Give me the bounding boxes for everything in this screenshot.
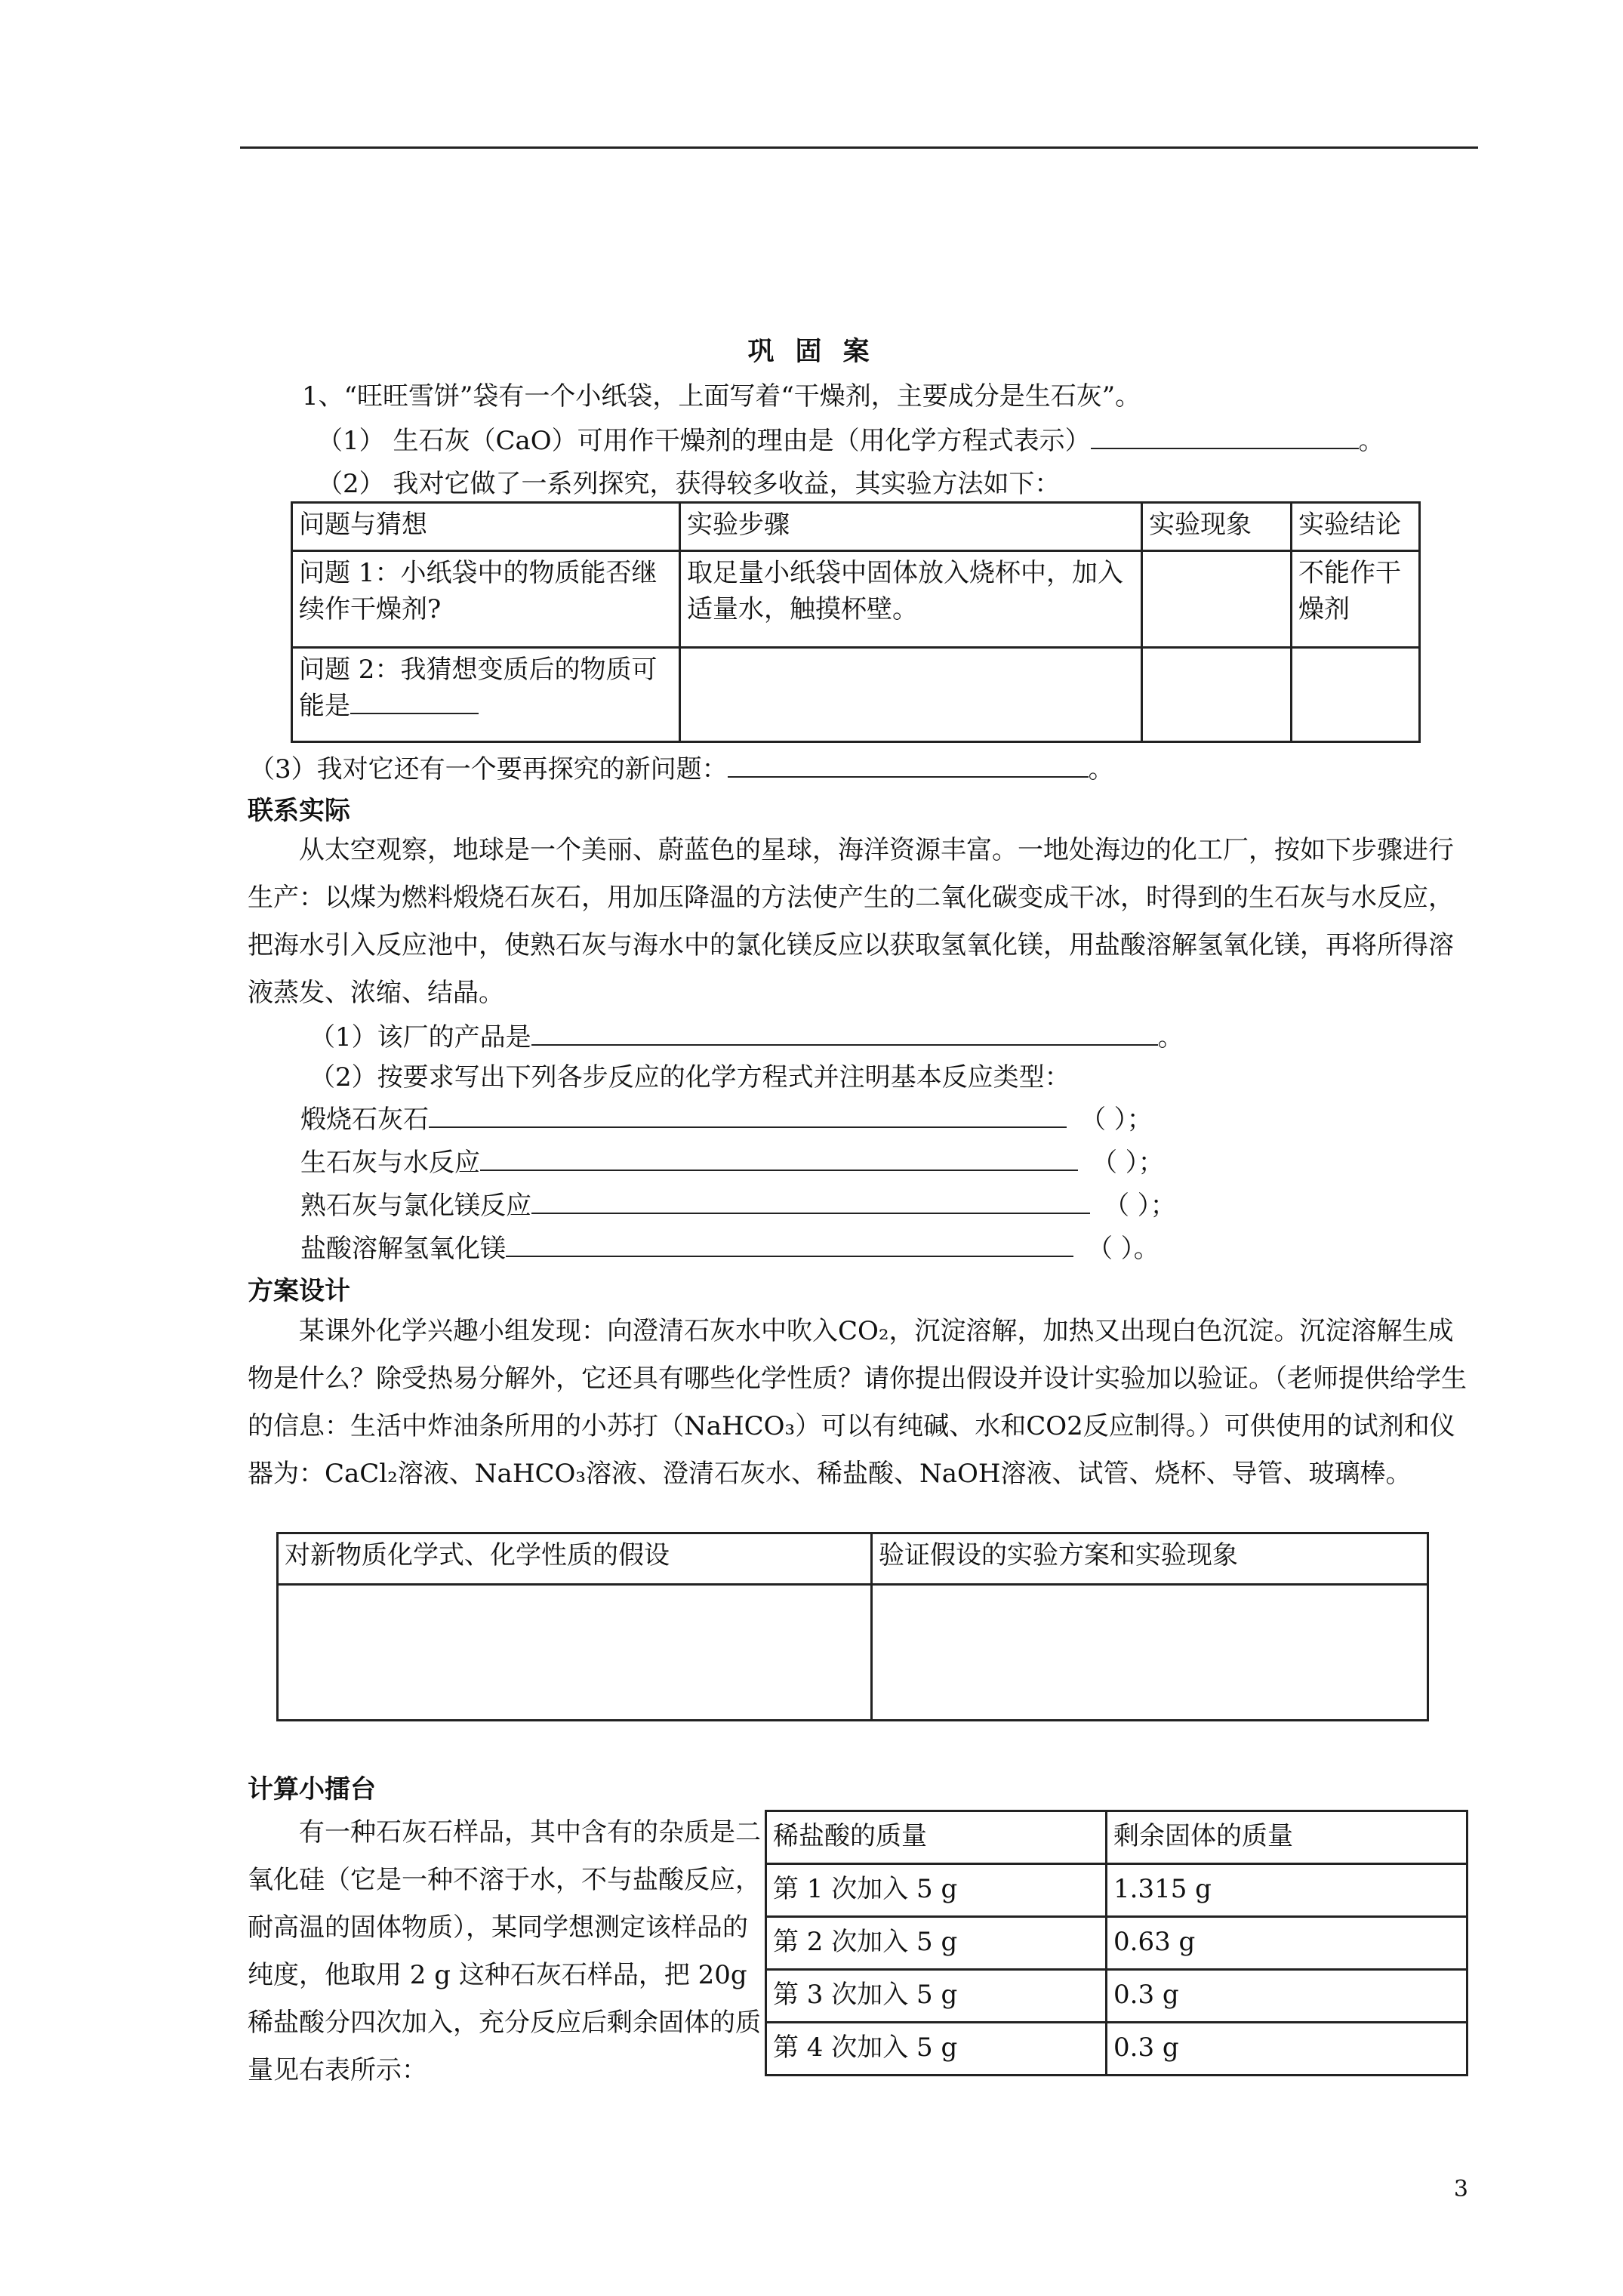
table-header-cell: 对新物质化学式、化学性质的假设 (278, 1533, 872, 1585)
reaction-type-blank: （ ）； (1092, 1148, 1164, 1178)
q1-sub1-text: （1） 生石灰（CaO）可用作干燥剂的理由是（用化学方程式表示） (317, 426, 1091, 456)
table-cell: 取足量小纸袋中固体放入烧杯中，加入适量水，触摸杯壁。 (680, 551, 1142, 648)
calculation-table (765, 1810, 1468, 2076)
q1-sub1 (317, 425, 1384, 456)
answer-blank[interactable] (429, 1104, 1067, 1128)
table-cell: 第 3 次加入 5 g (766, 1970, 1107, 2023)
table-row (278, 1585, 1428, 1721)
table-cell: 第 2 次加入 5 g (766, 1917, 1107, 1970)
answer-blank[interactable] (506, 1233, 1073, 1257)
header-rule (240, 146, 1478, 149)
table-cell-empty[interactable] (278, 1585, 872, 1721)
exploration-table (291, 501, 1421, 743)
q1-sub3 (249, 754, 1114, 784)
design-paragraph: 某课外化学兴趣小组发现：向澄清石灰水中吹入CO₂，沉淀溶解，加热又出现白色沉淀。沉淀溶解生成物是什么？除受热易分解外，它还具有哪些化学性质？请你提出假设并设计实验加以验证。（老师提供给学生的信息：生活中炸油条所用的小苏打（NaHCO₃）可以有纯碱、水和CO2反应制得。）可供使用的试剂和仪器为：CaCl₂溶液、NaHCO₃溶液、澄清石灰水、稀盐酸、NaOH溶液、试管、烧杯、导管、玻璃棒。 (248, 1316, 1467, 1489)
section-heading-design: 方案设计 (248, 1276, 350, 1306)
q1-sub3-text: （3）我对它还有一个要再探究的新问题： (249, 754, 728, 784)
table-cell-text: 问题 2：我猜想变质后的物质可能是 (299, 655, 658, 721)
table-header-row (766, 1811, 1467, 1864)
table-cell-empty[interactable] (872, 1585, 1428, 1721)
table-row (766, 1917, 1467, 1970)
table-cell: 第 1 次加入 5 g (766, 1864, 1107, 1917)
table-header-cell: 问题与猜想 (292, 503, 680, 551)
page-number: 3 (1453, 2176, 1468, 2202)
page-title: 巩 固 案 (747, 336, 876, 367)
equation-label: 盐酸溶解氢氧化镁 (300, 1234, 506, 1264)
table-header-row (278, 1533, 1428, 1585)
section-heading-practical: 联系实际 (248, 796, 350, 826)
table-header-cell: 实验现象 (1142, 503, 1292, 551)
equation-label: 熟石灰与氯化镁反应 (300, 1191, 531, 1221)
q1-intro: 1、“旺旺雪饼”袋有一个小纸袋，上面写着“干燥剂，主要成分是生石灰”。 (302, 381, 1141, 411)
answer-blank[interactable] (350, 690, 479, 714)
answer-blank[interactable] (728, 754, 1089, 778)
table-cell: 0.63 g (1107, 1917, 1467, 1970)
table-header-cell: 实验步骤 (680, 503, 1142, 551)
table-header-cell: 剩余固体的质量 (1107, 1811, 1467, 1864)
reaction-type-blank: （ ）； (1104, 1191, 1176, 1221)
table-row (292, 551, 1420, 648)
hypothesis-table (276, 1532, 1429, 1721)
table-row (766, 2023, 1467, 2076)
equation-label: 煅烧石灰石 (300, 1105, 429, 1135)
table-cell: 问题 1：小纸袋中的物质能否继续作干燥剂? (292, 551, 680, 648)
equation-line (300, 1190, 1176, 1221)
table-cell: 不能作干燥剂 (1292, 551, 1420, 648)
answer-blank[interactable] (480, 1147, 1078, 1171)
reaction-type-blank: （ ）； (1080, 1105, 1153, 1135)
table-cell: 0.3 g (1107, 1970, 1467, 2023)
table-header-cell: 验证假设的实验方案和实验现象 (872, 1533, 1428, 1585)
table-cell-empty[interactable] (680, 648, 1142, 742)
practical-q2: （2）按要求写出下列各步反应的化学方程式并注明基本反应类型： (310, 1062, 1070, 1093)
answer-blank[interactable] (531, 1190, 1090, 1214)
table-cell (292, 648, 680, 742)
equation-label: 生石灰与水反应 (300, 1148, 480, 1178)
table-cell: 第 4 次加入 5 g (766, 2023, 1107, 2076)
table-cell: 0.3 g (1107, 2023, 1467, 2076)
table-cell-empty[interactable] (1142, 648, 1292, 742)
table-cell-empty[interactable] (1292, 648, 1420, 742)
q1-sub2: （2） 我对它做了一系列探究，获得较多收益，其实验方法如下： (317, 469, 1061, 499)
answer-blank[interactable] (1091, 425, 1359, 449)
calculation-paragraph: 有一种石灰石样品，其中含有的杂质是二氧化硅（它是一种不溶于水，不与盐酸反应，耐高温的固体物质），某同学想测定该样品的纯度，他取用 2 g 这种石灰石样品，把 20g 稀盐酸分四次加入，充分反应后剩余固体的质量见右表所示： (248, 1817, 761, 2085)
q1-sub1-end: 。 (1358, 426, 1384, 456)
table-header-row (292, 503, 1420, 551)
table-row (292, 648, 1420, 742)
practical-q1-end: 。 (1157, 1022, 1184, 1052)
equation-line (300, 1104, 1153, 1135)
section-heading-calculation: 计算小擂台 (248, 1774, 376, 1804)
equation-line (300, 1233, 1160, 1264)
table-cell-empty[interactable] (1142, 551, 1292, 648)
table-row (766, 1970, 1467, 2023)
table-header-cell: 稀盐酸的质量 (766, 1811, 1107, 1864)
q1-sub3-end: 。 (1088, 754, 1114, 784)
practical-q1-text: （1）该厂的产品是 (310, 1022, 531, 1052)
practical-paragraph: 从太空观察，地球是一个美丽、蔚蓝色的星球，海洋资源丰富。一地处海边的化工厂，按如下步骤进行生产：以煤为燃料煅烧石灰石，用加压降温的方法使产生的二氧化碳变成干冰，时得到的生石灰与水反应，把海水引入反应池中，使熟石灰与海水中的氯化镁反应以获取氢氧化镁，用盐酸溶解氢氧化镁，再将所得溶液蒸发、浓缩、结晶。 (248, 835, 1454, 1008)
practical-q1 (310, 1022, 1184, 1052)
table-cell: 1.315 g (1107, 1864, 1467, 1917)
reaction-type-blank: （ ）。 (1087, 1234, 1160, 1264)
answer-blank[interactable] (531, 1022, 1158, 1046)
equation-line (300, 1147, 1164, 1178)
table-row (766, 1864, 1467, 1917)
table-header-cell: 实验结论 (1292, 503, 1420, 551)
